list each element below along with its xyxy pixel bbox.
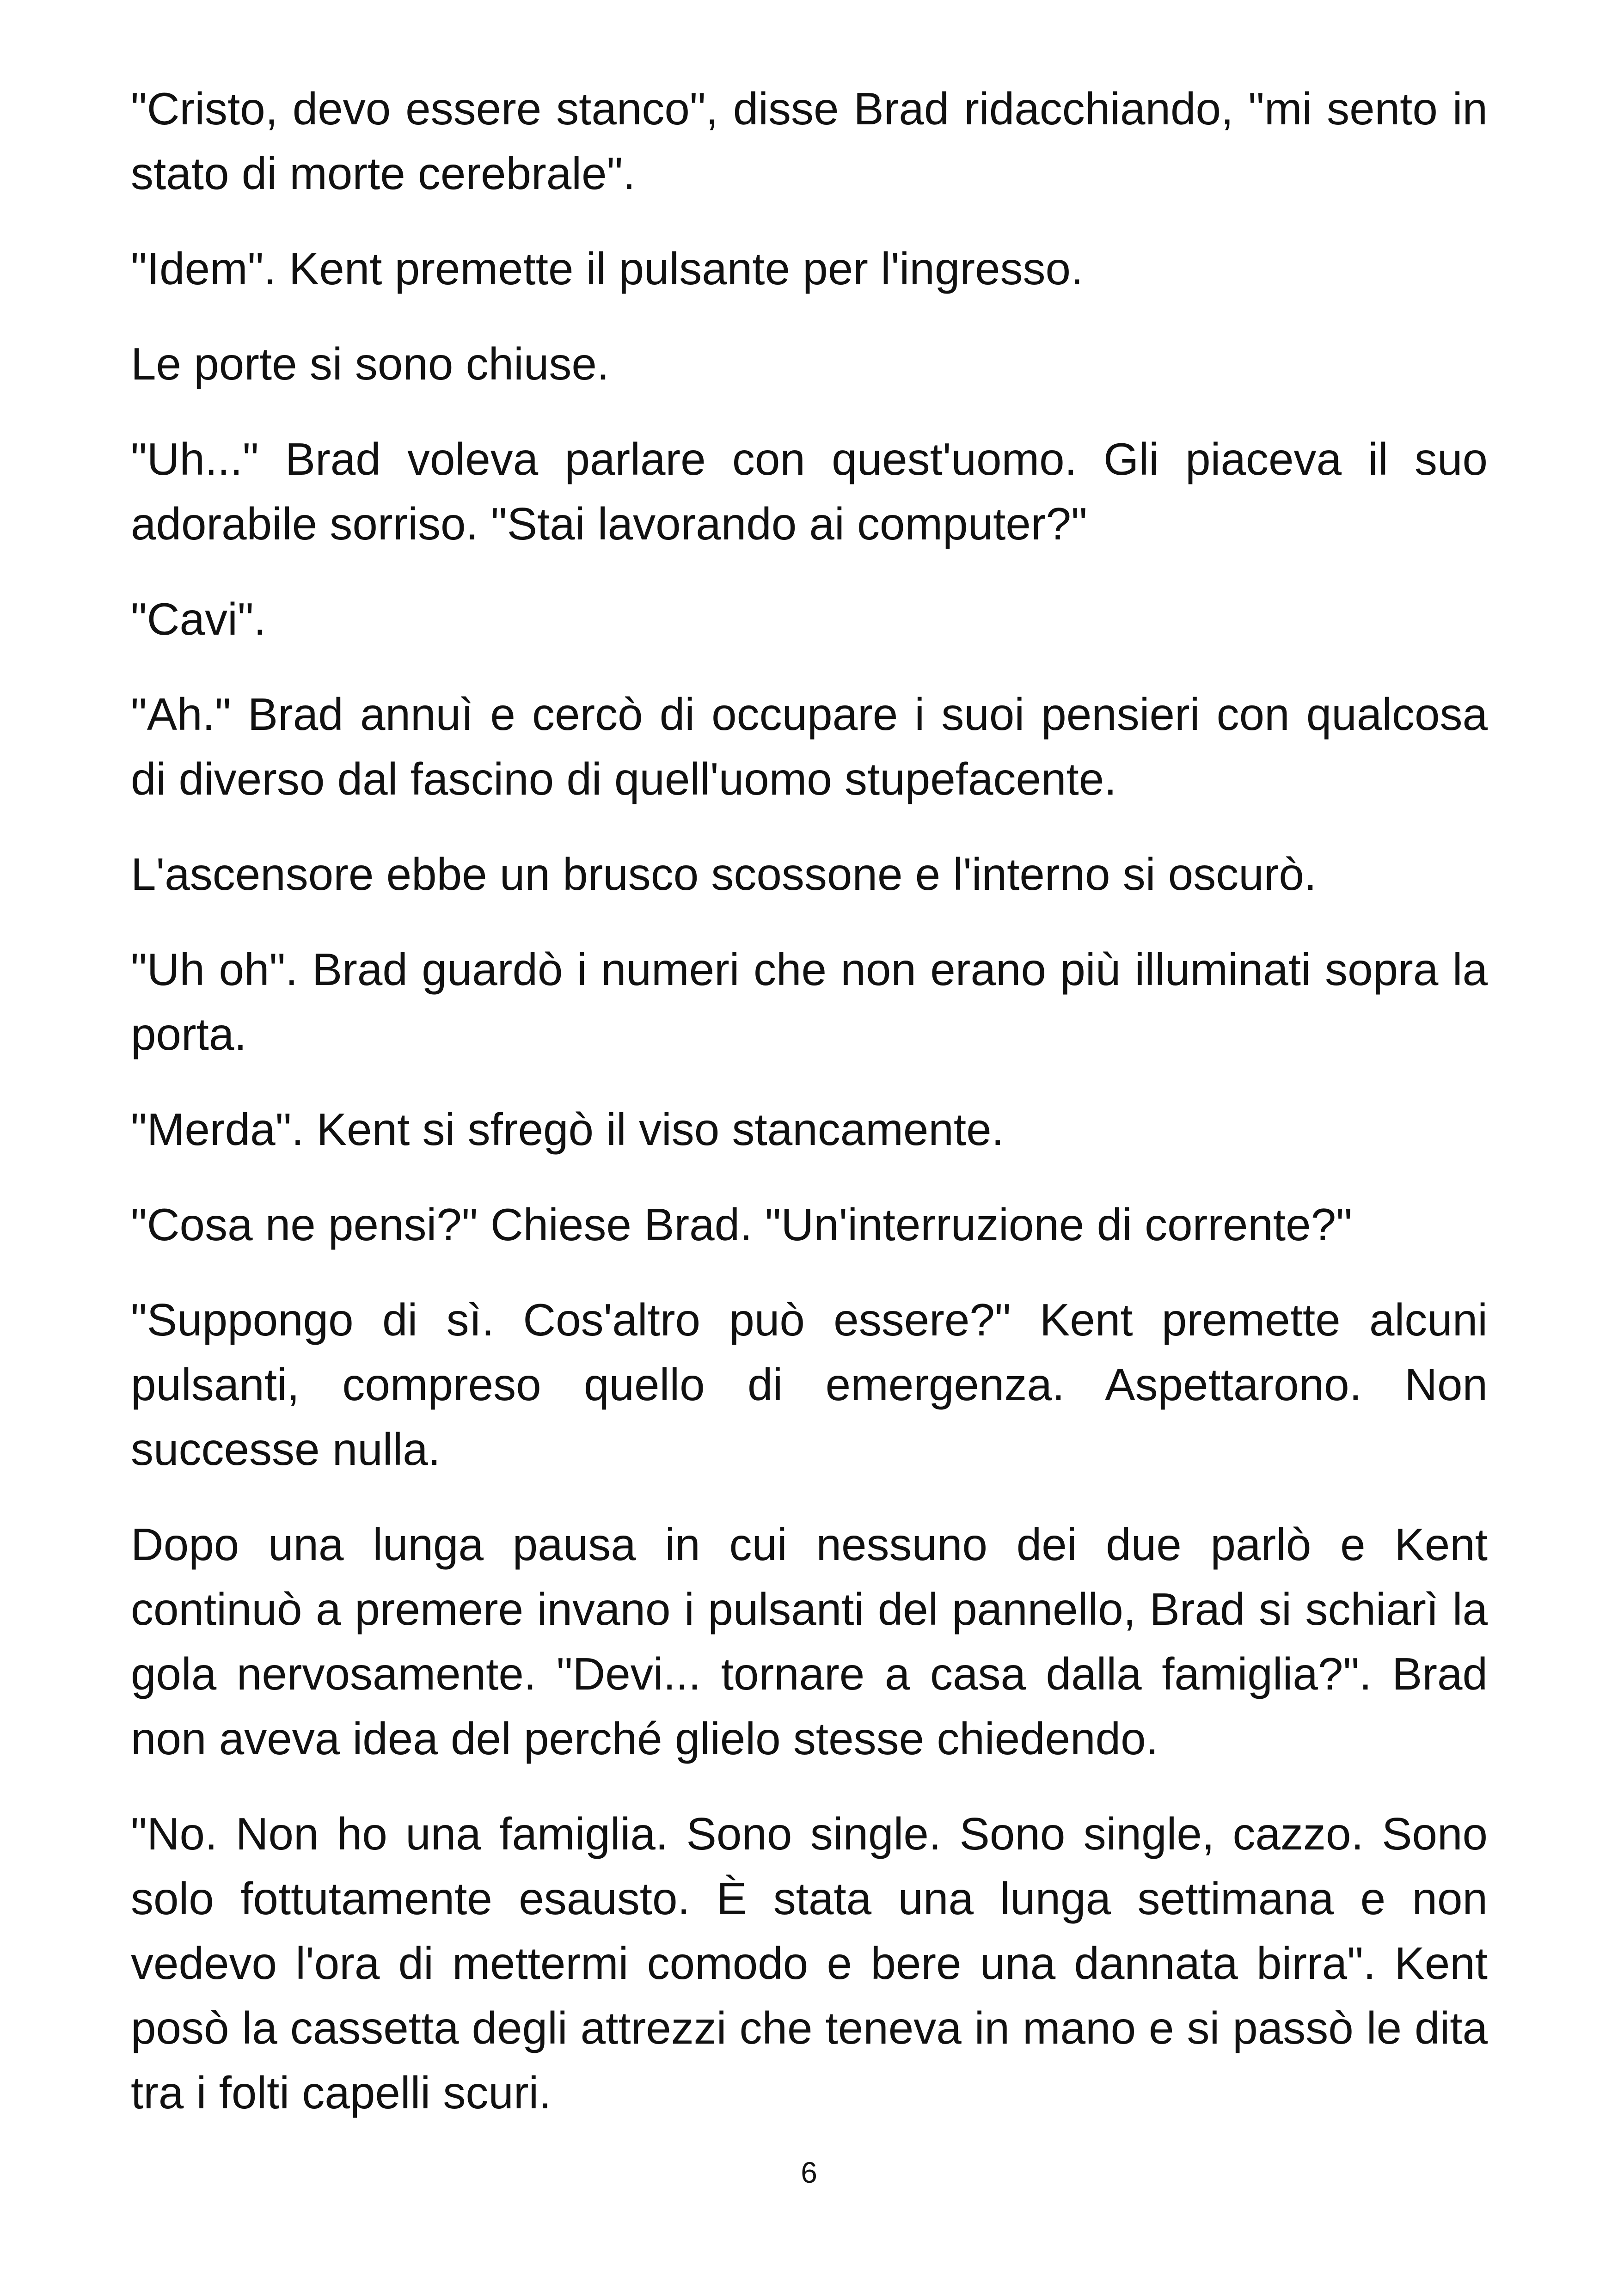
paragraph: "Cavi". <box>131 594 266 644</box>
paragraph: "Idem". Kent premette il pulsante per l'ingresso. <box>131 243 1084 294</box>
paragraph: "Cosa ne pensi?" Chiese Brad. "Un'interruzione di corrente?" <box>131 1199 1352 1250</box>
paragraph: "Uh..." Brad voleva parlare con quest'uomo. Gli piaceva il suo adorabile sorriso. "Stai lavorando ai computer?" <box>131 434 1488 549</box>
page-body <box>131 76 1488 2155</box>
paragraph: Dopo una lunga pausa in cui nessuno dei due parlò e Kent continuò a premere invano i pulsanti del pannello, Brad si schiarì la gola nervosamente. "Devi... tornare a casa dalla famiglia?". Brad non aveva idea del perché glielo stesse chiedendo. <box>131 1519 1488 1764</box>
paragraph: L'ascensore ebbe un brusco scossone e l'interno si oscurò. <box>131 849 1317 900</box>
paragraph: "No. Non ho una famiglia. Sono single. Sono single, cazzo. Sono solo fottutamente esausto. È stata una lunga settimana e non vedevo l'ora di mettermi comodo e bere una dannata birra". Kent posò la cassetta degli attrezzi che teneva in mano e si passò le dita tra i folti capelli scuri. <box>131 1808 1488 2118</box>
paragraph: "Cristo, devo essere stanco", disse Brad ridacchiando, "mi sento in stato di morte cerebrale". <box>131 83 1488 199</box>
paragraph: Le porte si sono chiuse. <box>131 338 610 389</box>
paragraph: "Suppongo di sì. Cos'altro può essere?" Kent premette alcuni pulsanti, compreso quello di emergenza. Aspettarono. Non successe nulla. <box>131 1294 1488 1475</box>
page-number: 6 <box>801 2156 817 2189</box>
paragraph: "Merda". Kent si sfregò il viso stancamente. <box>131 1104 1004 1155</box>
paragraph: "Uh oh". Brad guardò i numeri che non erano più illuminati sopra la porta. <box>131 944 1488 1059</box>
paragraph: "Ah." Brad annuì e cercò di occupare i suoi pensieri con qualcosa di diverso dal fascino di quell'uomo stupefacente. <box>131 689 1488 804</box>
